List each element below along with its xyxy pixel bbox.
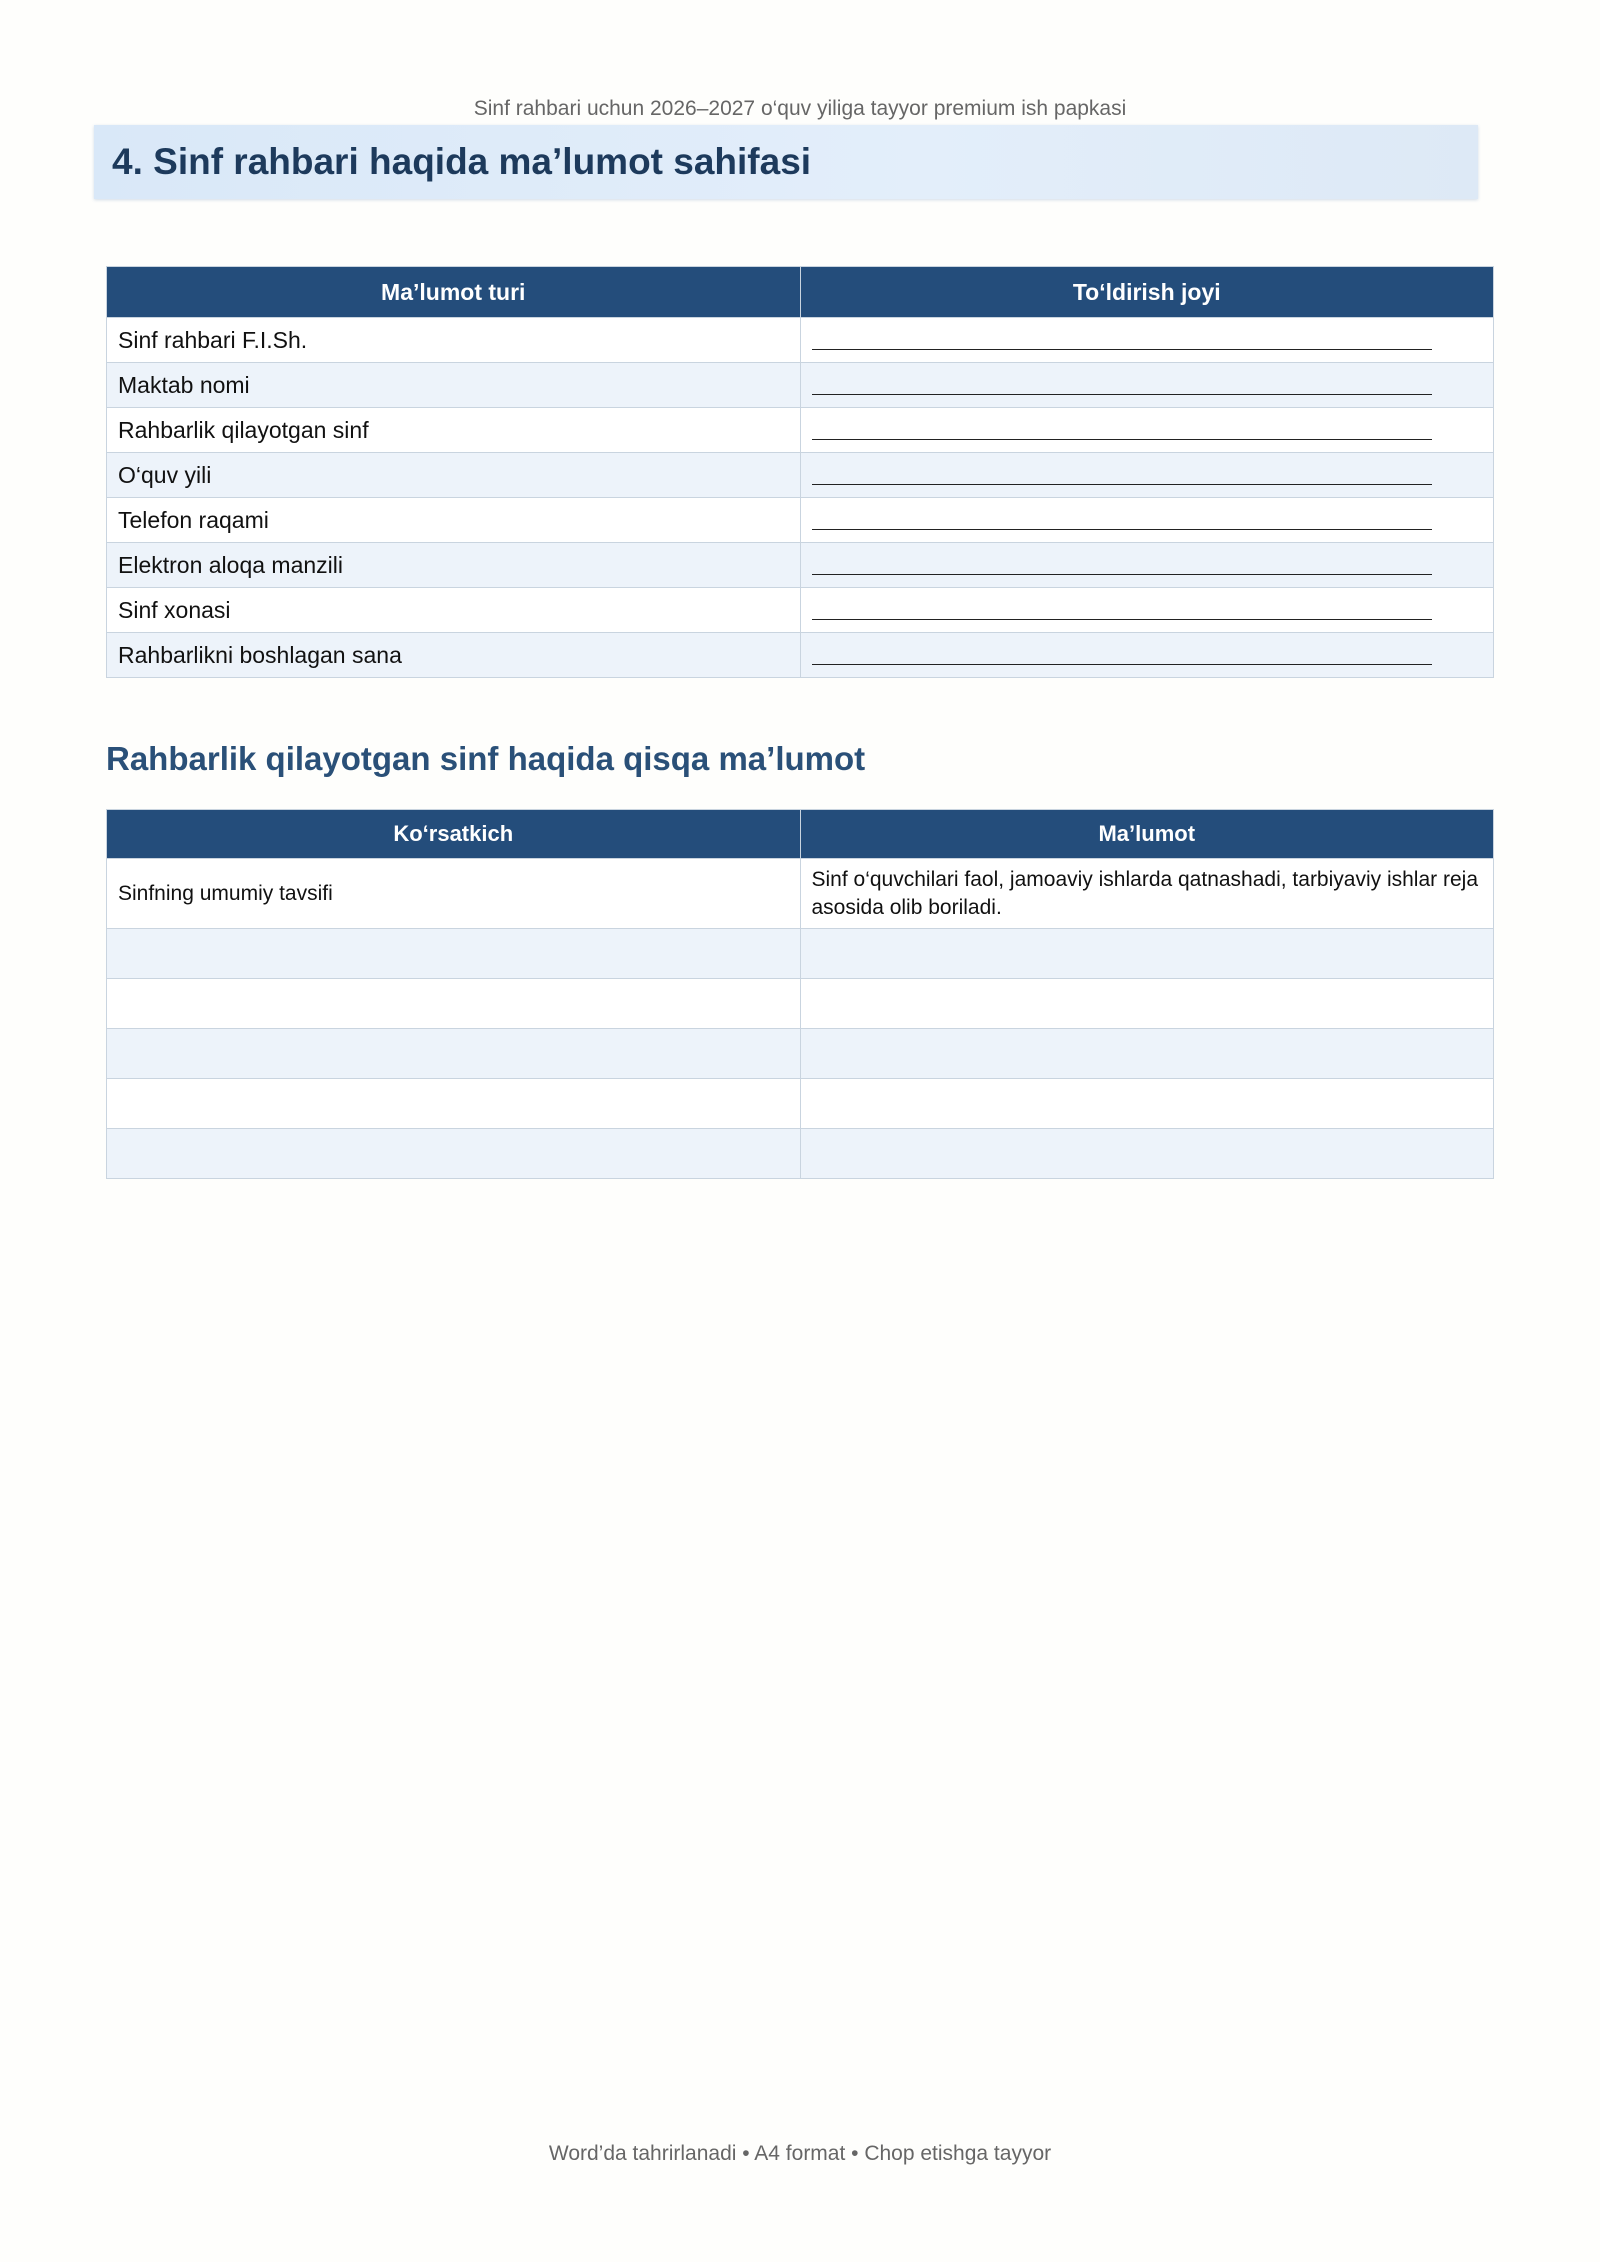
table-row <box>107 363 1494 408</box>
column-header-fill-area: To‘ldirish joyi <box>800 267 1494 318</box>
fill-in-field[interactable] <box>800 588 1494 633</box>
fill-in-line <box>812 619 1432 620</box>
table-row <box>107 408 1494 453</box>
fill-in-line <box>812 529 1432 530</box>
table-row <box>107 1029 1494 1079</box>
fill-in-line <box>812 439 1432 440</box>
fill-in-field[interactable] <box>800 543 1494 588</box>
fill-in-field[interactable] <box>800 498 1494 543</box>
info-cell[interactable] <box>800 1129 1494 1179</box>
fill-in-field[interactable] <box>800 633 1494 678</box>
table-row <box>107 453 1494 498</box>
info-label: Sinf xonasi <box>107 588 801 633</box>
section-title: Rahbarlik qilayotgan sinf haqida qisqa ma’lumot <box>106 740 866 777</box>
page-title-band <box>94 125 1478 199</box>
fill-in-line <box>812 394 1432 395</box>
fill-in-line <box>812 349 1432 350</box>
indicator-cell[interactable] <box>107 929 801 979</box>
indicator-cell[interactable] <box>107 1029 801 1079</box>
indicator-cell[interactable] <box>107 979 801 1029</box>
fill-in-line <box>812 664 1432 665</box>
info-label: Rahbarlik qilayotgan sinf <box>107 408 801 453</box>
info-label: Sinf rahbari F.I.Sh. <box>107 318 801 363</box>
info-cell[interactable] <box>800 979 1494 1029</box>
info-label: Rahbarlikni boshlagan sana <box>107 633 801 678</box>
column-header-indicator: Ko‘rsatkich <box>107 810 801 859</box>
fill-in-line <box>812 484 1432 485</box>
table-row <box>107 1129 1494 1179</box>
info-label: Maktab nomi <box>107 363 801 408</box>
fill-in-field[interactable] <box>800 363 1494 408</box>
fill-in-field[interactable] <box>800 453 1494 498</box>
table-row <box>107 543 1494 588</box>
table-row <box>107 318 1494 363</box>
info-label: Telefon raqami <box>107 498 801 543</box>
table-row <box>107 498 1494 543</box>
indicator-cell[interactable]: Sinfning umumiy tavsifi <box>107 859 801 929</box>
table-row <box>107 859 1494 929</box>
info-cell[interactable] <box>800 929 1494 979</box>
page-header-text: Sinf rahbari uchun 2026–2027 o‘quv yiliga tayyor premium ish papkasi <box>473 97 1127 120</box>
table-row <box>107 979 1494 1029</box>
fill-in-field[interactable] <box>800 408 1494 453</box>
page-title: 4. Sinf rahbari haqida ma’lumot sahifasi <box>112 141 812 182</box>
indicator-cell[interactable] <box>107 1129 801 1179</box>
column-header-info-type: Ma’lumot turi <box>107 267 801 318</box>
table-row <box>107 588 1494 633</box>
info-cell[interactable]: Sinf o‘quvchilari faol, jamoaviy ishlarda qatnashadi, tarbiyaviy ishlar reja asosida olib boriladi. <box>800 859 1494 929</box>
table-row <box>107 633 1494 678</box>
info-cell[interactable] <box>800 1029 1494 1079</box>
class-summary-table <box>106 809 1494 1179</box>
teacher-info-table <box>106 266 1494 678</box>
table-row <box>107 1079 1494 1129</box>
page-footer-text: Word’da tahrirlanadi • A4 format • Chop etishga tayyor <box>548 2142 1052 2165</box>
column-header-info: Ma’lumot <box>800 810 1494 859</box>
indicator-cell[interactable] <box>107 1079 801 1129</box>
info-cell[interactable] <box>800 1079 1494 1129</box>
fill-in-line <box>812 574 1432 575</box>
info-label: O‘quv yili <box>107 453 801 498</box>
info-label: Elektron aloqa manzili <box>107 543 801 588</box>
fill-in-field[interactable] <box>800 318 1494 363</box>
table-row <box>107 929 1494 979</box>
